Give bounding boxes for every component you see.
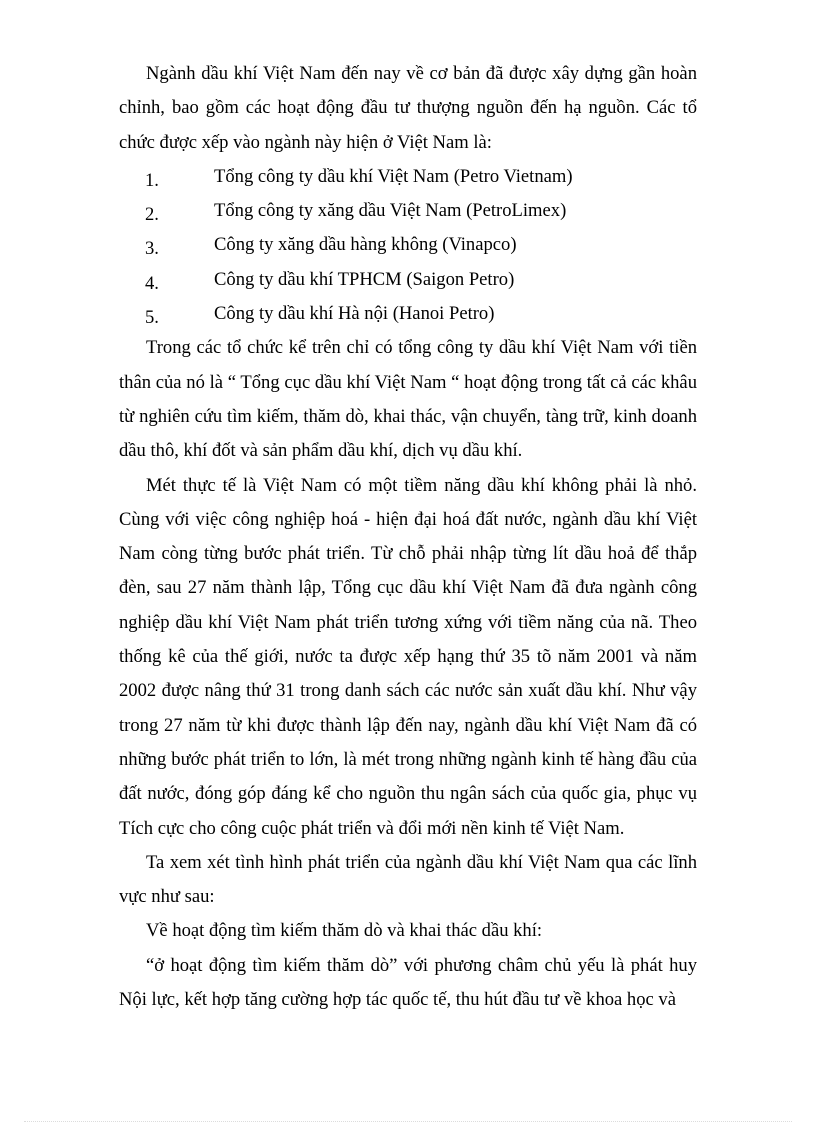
- body-paragraph-3: Mét thực tế là Việt Nam có một tiềm năng dầu khí không phải là nhỏ. Cùng với việc công nghiệp hoá - hiện đại hoá đất nước, ngành dầu khí Việt Nam còng từng bước phát triển. Từ chỗ phải nhập từng lít dầu hoả để thắp đèn, sau 27 năm thành lập, Tổng cục dầu khí Việt Nam đã đưa ngành công nghiệp dầu khí Việt Nam phát triển tương xứng với tiềm năng của nã. Theo thống kê của thế giới, nước ta được xếp hạng thứ 35 tõ năm 2001 và năm 2002 được nâng thứ 31 trong danh sách các nước sản xuất dầu khí. Như vậy trong 27 năm từ khi được thành lập đến nay, ngành dầu khí Việt Nam đã có những bước phát triển to lớn, là mét trong những ngành kinh tế hàng đầu của đất nước, đóng góp đáng kể cho nguồn thu ngân sách của quốc gia, phục vụ Tích cực cho công cuộc phát triển và đổi mới nền kinh tế Việt Nam.: [119, 474, 697, 839]
- list-item-text: Công ty dầu khí Hà nội (Hanoi Petro): [214, 303, 495, 325]
- list-item: [119, 297, 697, 331]
- list-item: [119, 194, 697, 228]
- list-item: [119, 228, 697, 262]
- list-item: [119, 160, 697, 194]
- list-item-number: 4.: [145, 272, 159, 294]
- list-item-text: Tổng công ty xăng dầu Việt Nam (PetroLimex): [214, 200, 567, 222]
- document-body: [119, 57, 697, 1017]
- list-item-text: Tổng công ty dầu khí Việt Nam (Petro Vietnam): [214, 165, 573, 187]
- list-item-number: 1.: [145, 169, 159, 191]
- page-bottom-divider: [24, 1121, 792, 1122]
- list-item-number: 3.: [145, 238, 159, 260]
- section-heading: Về hoạt động tìm kiếm thăm dò và khai thác dầu khí:: [146, 920, 543, 942]
- intro-paragraph: Ngành dầu khí Việt Nam đến nay về cơ bản đã được xây dựng gần hoàn chỉnh, bao gồm các hoạt động đầu tư thượng nguồn đến hạ nguồn. Các tổ chức được xếp vào ngành này hiện ở Việt Nam là:: [119, 63, 697, 153]
- list-item-text: Công ty dầu khí TPHCM (Saigon Petro): [214, 268, 515, 290]
- body-paragraph-2: Trong các tổ chức kể trên chỉ có tổng công ty dầu khí Việt Nam với tiền thân của nó là “ Tổng cục dầu khí Việt Nam “ hoạt động trong tất cả các khâu từ nghiên cứu tìm kiếm, thăm dò, khai thác, vận chuyển, tàng trữ, kinh doanh dầu thô, khí đốt và sản phẩm dầu khí, dịch vụ dầu khí.: [119, 337, 697, 462]
- list-item: [119, 263, 697, 297]
- list-item-number: 2.: [145, 204, 159, 226]
- body-paragraph-5: “ở hoạt động tìm kiếm thăm dò” với phương châm chủ yếu là phát huy Nội lực, kết hợp tăng cường hợp tác quốc tế, thu hút đầu tư về khoa học và: [119, 954, 697, 1011]
- list-item-text: Công ty xăng dầu hàng không (Vinapco): [214, 234, 517, 256]
- organization-list: [119, 160, 697, 331]
- list-item-number: 5.: [145, 307, 159, 329]
- body-paragraph-4: Ta xem xét tình hình phát triển của ngành dầu khí Việt Nam qua các lĩnh vực như sau:: [119, 851, 697, 908]
